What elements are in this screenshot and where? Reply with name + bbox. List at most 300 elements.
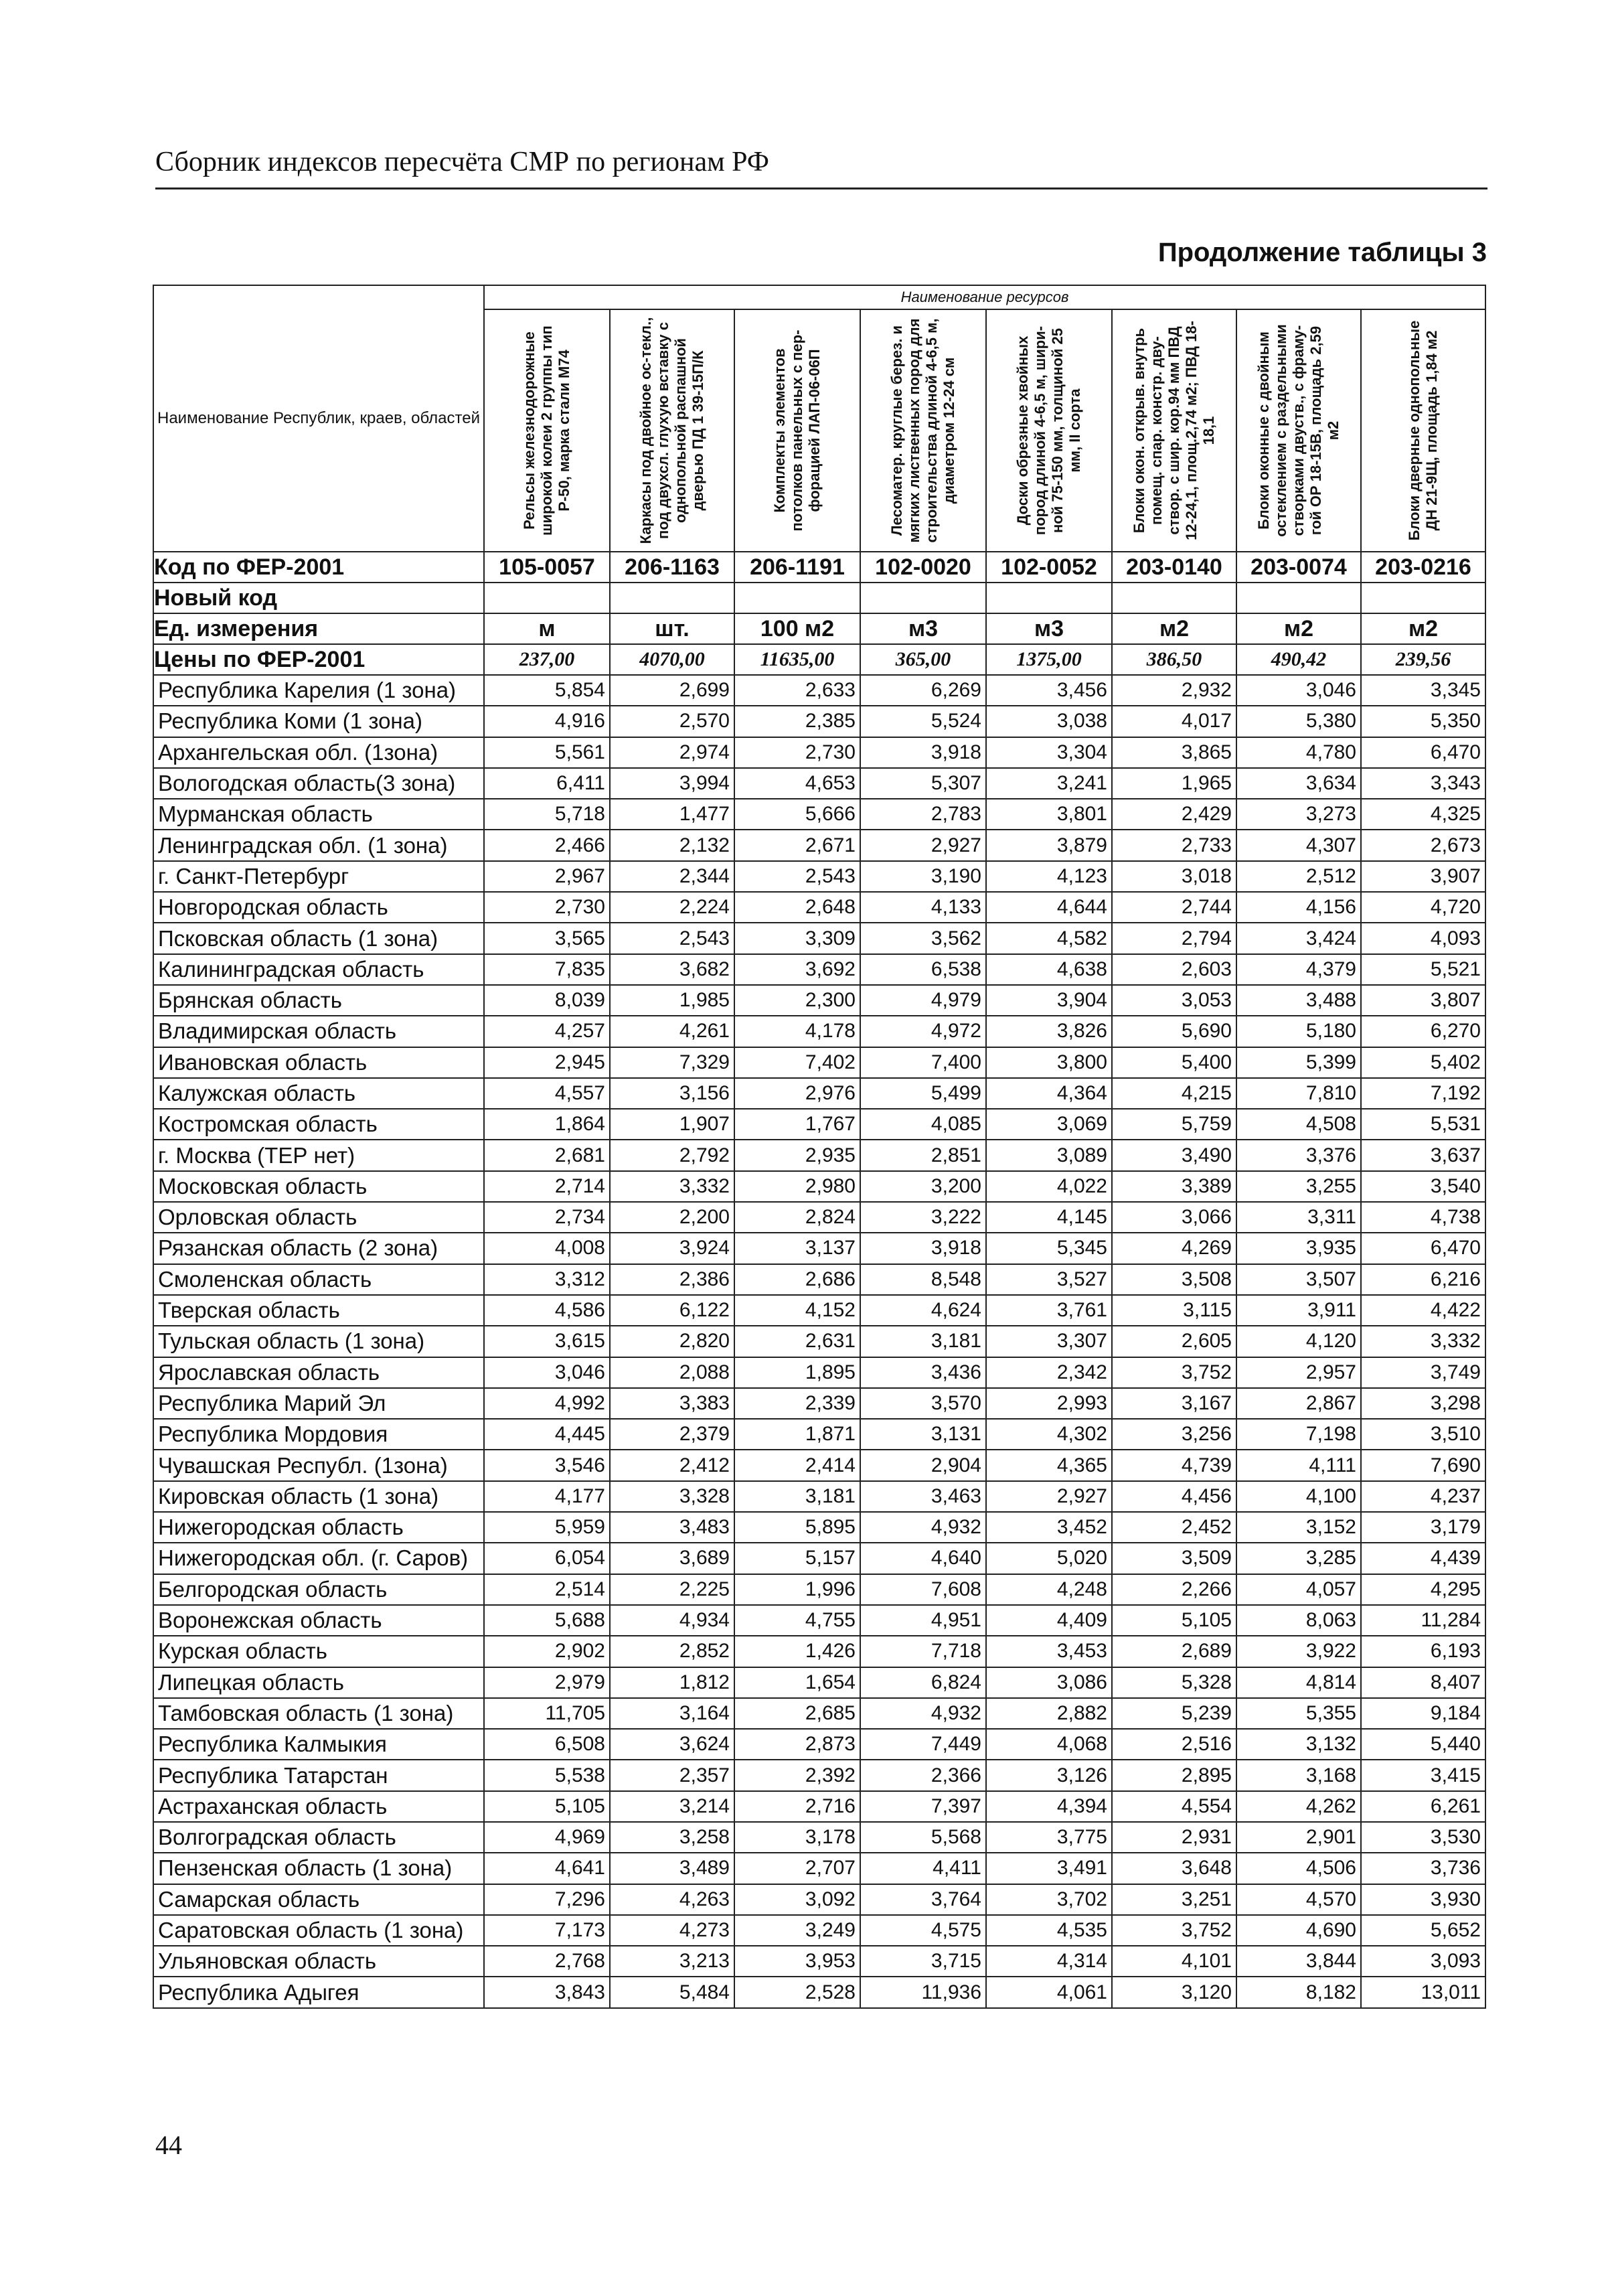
meta-cell: 105-0057 (484, 552, 610, 583)
meta-cell: 1375,00 (986, 644, 1112, 675)
index-value: 3,285 (1236, 1543, 1361, 1574)
index-value: 4,017 (1112, 706, 1236, 737)
meta-cell: 239,56 (1361, 644, 1485, 675)
index-value: 3,214 (610, 1791, 734, 1822)
index-value: 3,137 (734, 1233, 860, 1264)
index-value: 3,249 (734, 1915, 860, 1946)
index-value: 4,273 (610, 1915, 734, 1946)
index-value: 2,225 (610, 1574, 734, 1605)
meta-cell: 386,50 (1112, 644, 1236, 675)
meta-cell: м2 (1112, 613, 1236, 644)
index-value: 7,329 (610, 1047, 734, 1078)
page-header-title: Сборник индексов пересчёта СМР по регионам РФ (155, 147, 769, 177)
index-value: 4,508 (1236, 1109, 1361, 1140)
table-row (153, 1884, 1485, 1915)
index-value: 3,332 (610, 1171, 734, 1202)
index-value: 2,730 (734, 737, 860, 768)
index-value: 2,605 (1112, 1326, 1236, 1357)
index-value: 6,470 (1361, 1233, 1485, 1264)
index-value: 3,843 (484, 1977, 610, 2007)
region-name: Тамбовская область (1 зона) (153, 1698, 484, 1729)
region-name: Республика Татарстан (153, 1760, 484, 1790)
index-value: 3,904 (986, 985, 1112, 1016)
region-name: Нижегородская обл. (г. Саров) (153, 1543, 484, 1574)
index-value: 2,385 (734, 706, 860, 737)
meta-cell: 102-0020 (860, 552, 986, 583)
index-value: 5,440 (1361, 1729, 1485, 1760)
index-value: 4,582 (986, 923, 1112, 953)
index-value: 3,312 (484, 1264, 610, 1295)
index-value: 4,302 (986, 1419, 1112, 1450)
index-value: 3,463 (860, 1481, 986, 1512)
index-value: 2,927 (860, 830, 986, 860)
index-value: 2,512 (1236, 861, 1361, 892)
index-value: 3,508 (1112, 1264, 1236, 1295)
table-row (153, 1574, 1485, 1605)
index-value: 3,213 (610, 1946, 734, 1977)
region-name: Республика Мордовия (153, 1419, 484, 1450)
index-value: 5,959 (484, 1512, 610, 1543)
index-value: 2,783 (860, 799, 986, 830)
index-value: 2,824 (734, 1202, 860, 1233)
table-row (153, 1047, 1485, 1078)
index-value: 3,930 (1361, 1884, 1485, 1915)
index-value: 1,477 (610, 799, 734, 830)
index-value: 3,132 (1236, 1729, 1361, 1760)
index-value: 5,328 (1112, 1667, 1236, 1698)
index-value: 4,638 (986, 954, 1112, 985)
index-value: 3,452 (986, 1512, 1112, 1543)
table-row (153, 706, 1485, 737)
index-value: 3,018 (1112, 861, 1236, 892)
meta-cell (1361, 583, 1485, 613)
index-value: 3,241 (986, 768, 1112, 799)
table-row (153, 954, 1485, 985)
index-value: 4,057 (1236, 1574, 1361, 1605)
index-value: 2,768 (484, 1946, 610, 1977)
meta-cell (610, 583, 734, 613)
index-value: 7,608 (860, 1574, 986, 1605)
index-value: 2,685 (734, 1698, 860, 1729)
index-value: 3,752 (1112, 1357, 1236, 1388)
index-value: 3,089 (986, 1140, 1112, 1170)
index-value: 5,400 (1112, 1047, 1236, 1078)
index-value: 3,935 (1236, 1233, 1361, 1264)
meta-cell: 100 м2 (734, 613, 860, 644)
table-row (153, 737, 1485, 768)
index-value: 4,269 (1112, 1233, 1236, 1264)
index-value: 2,673 (1361, 830, 1485, 860)
index-value: 3,530 (1361, 1822, 1485, 1853)
index-value: 5,380 (1236, 706, 1361, 737)
index-value: 3,168 (1236, 1760, 1361, 1790)
index-value: 1,812 (610, 1667, 734, 1698)
index-value: 5,531 (1361, 1109, 1485, 1140)
index-value: 3,865 (1112, 737, 1236, 768)
index-value: 4,653 (734, 768, 860, 799)
index-value: 2,414 (734, 1450, 860, 1480)
meta-cell: 203-0140 (1112, 552, 1236, 583)
index-value: 5,895 (734, 1512, 860, 1543)
region-name: Нижегородская область (153, 1512, 484, 1543)
table-row (153, 1326, 1485, 1357)
index-value: 2,904 (860, 1450, 986, 1480)
index-value: 5,521 (1361, 954, 1485, 985)
index-value: 11,936 (860, 1977, 986, 2007)
index-value: 13,011 (1361, 1977, 1485, 2007)
table-body (153, 552, 1485, 2008)
meta-cell: 203-0074 (1236, 552, 1361, 583)
index-value: 3,637 (1361, 1140, 1485, 1170)
index-value: 7,192 (1361, 1078, 1485, 1109)
column-header-text: Комплекты элементов потолков панельных с пер-форацией ЛАП-06-06П (771, 329, 823, 532)
table-row (153, 1760, 1485, 1790)
region-name: Калужская область (153, 1078, 484, 1109)
table-row (153, 1946, 1485, 1977)
index-value: 4,780 (1236, 737, 1361, 768)
meta-cell: 237,00 (484, 644, 610, 675)
resources-group-header: Наименование ресурсов (484, 285, 1485, 309)
index-value: 2,873 (734, 1729, 860, 1760)
table-row (153, 1667, 1485, 1698)
index-value: 2,852 (610, 1636, 734, 1667)
index-value: 5,666 (734, 799, 860, 830)
meta-cell: м3 (986, 613, 1112, 644)
index-value: 5,538 (484, 1760, 610, 1790)
index-value: 3,510 (1361, 1419, 1485, 1450)
index-value: 2,344 (610, 861, 734, 892)
table-row (153, 985, 1485, 1016)
index-value: 5,239 (1112, 1698, 1236, 1729)
column-header (1361, 309, 1485, 552)
region-name: Мурманская область (153, 799, 484, 830)
table-row (153, 923, 1485, 953)
index-value: 4,456 (1112, 1481, 1236, 1512)
index-value: 2,603 (1112, 954, 1236, 985)
index-value: 2,895 (1112, 1760, 1236, 1790)
index-value: 3,152 (1236, 1512, 1361, 1543)
index-value: 4,123 (986, 861, 1112, 892)
table-row (153, 1388, 1485, 1419)
column-header (986, 309, 1112, 552)
index-value: 4,575 (860, 1915, 986, 1946)
index-value: 3,615 (484, 1326, 610, 1357)
region-name: Республика Коми (1 зона) (153, 706, 484, 737)
index-value: 3,702 (986, 1884, 1112, 1915)
index-value: 3,801 (986, 799, 1112, 830)
meta-row-label: Ед. измерения (153, 613, 484, 644)
index-value: 3,483 (610, 1512, 734, 1543)
index-value: 3,488 (1236, 985, 1361, 1016)
index-value: 3,761 (986, 1295, 1112, 1326)
index-value: 4,557 (484, 1078, 610, 1109)
table-row (153, 1977, 1485, 2007)
index-value: 3,309 (734, 923, 860, 953)
index-value: 4,152 (734, 1295, 860, 1326)
index-value: 2,820 (610, 1326, 734, 1357)
index-value: 3,775 (986, 1822, 1112, 1853)
index-value: 3,490 (1112, 1140, 1236, 1170)
table-row (153, 1512, 1485, 1543)
index-value: 4,640 (860, 1543, 986, 1574)
index-value: 5,688 (484, 1605, 610, 1636)
resource-index-table (153, 285, 1486, 2009)
table-row (153, 1202, 1485, 1233)
index-value: 4,365 (986, 1450, 1112, 1480)
index-value: 4,093 (1361, 923, 1485, 953)
region-name: Орловская область (153, 1202, 484, 1233)
index-value: 7,397 (860, 1791, 986, 1822)
index-value: 4,120 (1236, 1326, 1361, 1357)
table-row (153, 1481, 1485, 1512)
index-value: 3,491 (986, 1853, 1112, 1884)
index-value: 3,953 (734, 1946, 860, 1977)
column-header (610, 309, 734, 552)
table-row (153, 1140, 1485, 1170)
index-value: 3,181 (860, 1326, 986, 1357)
index-value: 3,879 (986, 830, 1112, 860)
index-value: 2,993 (986, 1388, 1112, 1419)
meta-cell (1112, 583, 1236, 613)
index-value: 6,193 (1361, 1636, 1485, 1667)
index-value: 3,046 (484, 1357, 610, 1388)
index-value: 3,178 (734, 1822, 860, 1853)
table-row (153, 1791, 1485, 1822)
index-value: 2,902 (484, 1636, 610, 1667)
index-value: 4,177 (484, 1481, 610, 1512)
index-value: 2,794 (1112, 923, 1236, 953)
index-value: 5,759 (1112, 1109, 1236, 1140)
header-rule (155, 187, 1487, 189)
index-value: 6,411 (484, 768, 610, 799)
index-value: 4,364 (986, 1078, 1112, 1109)
index-value: 3,086 (986, 1667, 1112, 1698)
index-value: 6,261 (1361, 1791, 1485, 1822)
index-value: 6,122 (610, 1295, 734, 1326)
index-value: 4,100 (1236, 1481, 1361, 1512)
index-value: 3,682 (610, 954, 734, 985)
index-value: 5,345 (986, 1233, 1112, 1264)
index-value: 3,922 (1236, 1636, 1361, 1667)
index-value: 3,311 (1236, 1202, 1361, 1233)
table-row (153, 1016, 1485, 1047)
meta-cell: 11635,00 (734, 644, 860, 675)
index-value: 9,184 (1361, 1698, 1485, 1729)
index-value: 6,538 (860, 954, 986, 985)
meta-cell: 206-1163 (610, 552, 734, 583)
index-value: 2,528 (734, 1977, 860, 2007)
index-value: 4,237 (1361, 1481, 1485, 1512)
index-value: 2,716 (734, 1791, 860, 1822)
table-row (153, 675, 1485, 706)
table-row (153, 861, 1485, 892)
region-name: Брянская область (153, 985, 484, 1016)
index-value: 3,994 (610, 768, 734, 799)
index-value: 5,020 (986, 1543, 1112, 1574)
index-value: 4,644 (986, 892, 1112, 923)
index-value: 5,652 (1361, 1915, 1485, 1946)
index-value: 5,157 (734, 1543, 860, 1574)
index-value: 1,654 (734, 1667, 860, 1698)
index-value: 6,470 (1361, 737, 1485, 768)
index-value: 2,927 (986, 1481, 1112, 1512)
index-value: 4,263 (610, 1884, 734, 1915)
index-value: 4,314 (986, 1946, 1112, 1977)
region-name: Ульяновская область (153, 1946, 484, 1977)
index-value: 3,648 (1112, 1853, 1236, 1884)
index-value: 2,386 (610, 1264, 734, 1295)
table-row (153, 1729, 1485, 1760)
index-value: 3,907 (1361, 861, 1485, 892)
meta-cell: 490,42 (1236, 644, 1361, 675)
index-value: 4,156 (1236, 892, 1361, 923)
index-value: 3,389 (1112, 1171, 1236, 1202)
index-value: 6,269 (860, 675, 986, 706)
index-value: 2,851 (860, 1140, 986, 1170)
index-value: 2,967 (484, 861, 610, 892)
index-value: 2,730 (484, 892, 610, 923)
index-value: 2,514 (484, 1574, 610, 1605)
index-value: 6,824 (860, 1667, 986, 1698)
index-value: 2,686 (734, 1264, 860, 1295)
index-value: 2,979 (484, 1667, 610, 1698)
index-value: 3,826 (986, 1016, 1112, 1047)
index-value: 11,284 (1361, 1605, 1485, 1636)
index-value: 3,570 (860, 1388, 986, 1419)
index-value: 3,328 (610, 1481, 734, 1512)
index-value: 3,181 (734, 1481, 860, 1512)
index-value: 3,053 (1112, 985, 1236, 1016)
meta-row (153, 644, 1485, 675)
index-value: 3,038 (986, 706, 1112, 737)
index-value: 3,376 (1236, 1140, 1361, 1170)
index-value: 2,974 (610, 737, 734, 768)
index-value: 8,407 (1361, 1667, 1485, 1698)
meta-row (153, 552, 1485, 583)
meta-cell: 203-0216 (1361, 552, 1485, 583)
index-value: 4,972 (860, 1016, 986, 1047)
index-value: 4,814 (1236, 1667, 1361, 1698)
index-value: 4,969 (484, 1822, 610, 1853)
index-value: 3,689 (610, 1543, 734, 1574)
index-value: 2,733 (1112, 830, 1236, 860)
index-value: 3,343 (1361, 768, 1485, 799)
meta-cell: 365,00 (860, 644, 986, 675)
index-value: 7,173 (484, 1915, 610, 1946)
meta-cell: м (484, 613, 610, 644)
page-number: 44 (155, 2130, 182, 2160)
index-value: 2,543 (734, 861, 860, 892)
index-value: 3,156 (610, 1078, 734, 1109)
table-row (153, 1543, 1485, 1574)
index-value: 5,402 (1361, 1047, 1485, 1078)
index-value: 2,366 (860, 1760, 986, 1790)
index-value: 3,298 (1361, 1388, 1485, 1419)
index-value: 2,882 (986, 1698, 1112, 1729)
index-value: 3,752 (1112, 1915, 1236, 1946)
index-value: 4,570 (1236, 1884, 1361, 1915)
index-value: 2,266 (1112, 1574, 1236, 1605)
index-value: 4,535 (986, 1915, 1112, 1946)
index-value: 4,325 (1361, 799, 1485, 830)
index-value: 4,111 (1236, 1450, 1361, 1480)
index-value: 2,466 (484, 830, 610, 860)
index-value: 3,256 (1112, 1419, 1236, 1450)
index-value: 7,690 (1361, 1450, 1485, 1480)
region-name: Ленинградская обл. (1 зона) (153, 830, 484, 860)
index-value: 2,681 (484, 1140, 610, 1170)
index-value: 4,101 (1112, 1946, 1236, 1977)
index-value: 3,436 (860, 1357, 986, 1388)
index-value: 3,911 (1236, 1295, 1361, 1326)
region-name: Новгородская область (153, 892, 484, 923)
index-value: 3,489 (610, 1853, 734, 1884)
meta-cell: м2 (1236, 613, 1361, 644)
index-value: 5,499 (860, 1078, 986, 1109)
index-value: 4,295 (1361, 1574, 1485, 1605)
index-value: 5,484 (610, 1977, 734, 2007)
index-value: 3,046 (1236, 675, 1361, 706)
index-value: 4,934 (610, 1605, 734, 1636)
index-value: 7,449 (860, 1729, 986, 1760)
index-value: 2,976 (734, 1078, 860, 1109)
index-value: 2,412 (610, 1450, 734, 1480)
meta-cell (484, 583, 610, 613)
region-name: Воронежская область (153, 1605, 484, 1636)
table-row (153, 1078, 1485, 1109)
index-value: 1,965 (1112, 768, 1236, 799)
index-value: 4,624 (860, 1295, 986, 1326)
meta-cell: 102-0052 (986, 552, 1112, 583)
index-value: 7,400 (860, 1047, 986, 1078)
index-value: 4,951 (860, 1605, 986, 1636)
table-row (153, 1605, 1485, 1636)
index-value: 2,671 (734, 830, 860, 860)
index-value: 8,039 (484, 985, 610, 1016)
meta-cell (986, 583, 1112, 613)
region-name: Кировская область (1 зона) (153, 1481, 484, 1512)
index-value: 3,562 (860, 923, 986, 953)
index-value: 2,980 (734, 1171, 860, 1202)
index-value: 1,907 (610, 1109, 734, 1140)
index-value: 4,262 (1236, 1791, 1361, 1822)
index-value: 3,304 (986, 737, 1112, 768)
index-value: 5,307 (860, 768, 986, 799)
region-name: Смоленская область (153, 1264, 484, 1295)
index-value: 5,105 (484, 1791, 610, 1822)
meta-cell (860, 583, 986, 613)
index-value: 2,707 (734, 1853, 860, 1884)
region-name: Астраханская область (153, 1791, 484, 1822)
index-value: 7,198 (1236, 1419, 1361, 1450)
index-value: 3,115 (1112, 1295, 1236, 1326)
index-value: 4,439 (1361, 1543, 1485, 1574)
table-row (153, 1822, 1485, 1853)
index-value: 3,509 (1112, 1543, 1236, 1574)
index-value: 3,415 (1361, 1760, 1485, 1790)
index-value: 2,792 (610, 1140, 734, 1170)
column-header (734, 309, 860, 552)
region-name: Чувашская Республ. (1зона) (153, 1450, 484, 1480)
index-value: 4,720 (1361, 892, 1485, 923)
index-value: 5,105 (1112, 1605, 1236, 1636)
region-name: Республика Марий Эл (153, 1388, 484, 1419)
index-value: 4,445 (484, 1419, 610, 1450)
index-value: 3,092 (734, 1884, 860, 1915)
region-name: Республика Адыгея (153, 1977, 484, 2007)
region-name: Московская область (153, 1171, 484, 1202)
index-value: 1,426 (734, 1636, 860, 1667)
